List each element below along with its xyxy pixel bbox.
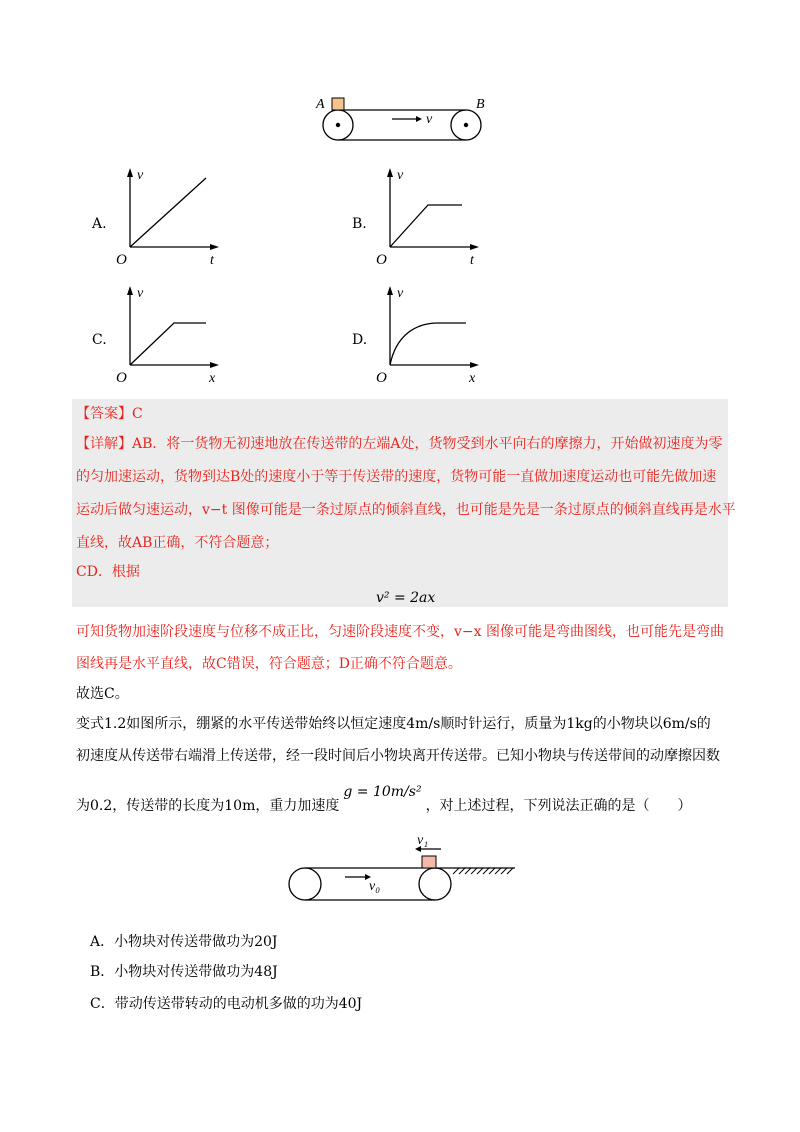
graph-a-v: v xyxy=(137,168,144,183)
graph-c-x: x xyxy=(209,371,216,386)
conveyor-figure-2 xyxy=(283,830,523,910)
question-line-3 xyxy=(76,784,692,816)
detail-line-1: 【详解】AB．将一货物无初速地放在传送带的左端A处，货物受到水平向右的摩擦力，开始做初速度为零 xyxy=(76,436,723,452)
graph-b-line xyxy=(390,205,462,247)
graph-c-origin: O xyxy=(116,370,127,386)
question-line-2: 初速度从传送带右端滑上传送带，经一段时间后小物块离开传送带。已知小物块与传送带间的动摩擦因数 xyxy=(76,748,720,764)
question-line-3-prefix: 为0.2，传送带的长度为10m，重力加速度 xyxy=(76,798,340,814)
detail-line-4: 直线，故AB正确，不符合题意； xyxy=(76,535,279,551)
option-c: C．带动传送带转动的电动机多做的功为40J xyxy=(90,996,363,1012)
detail-line-2: 的匀加速运动，货物到达B处的速度小于等于传送带的速度，货物可能一直做加速度运动也可能先做加速 xyxy=(76,469,717,485)
detail-line-3: 运动后做匀速运动，v−t 图像可能是一条过原点的倾斜直线，也可能是先是一条过原点的倾斜直线再是水平 xyxy=(76,502,736,518)
graph-c xyxy=(112,283,222,388)
small-block xyxy=(422,856,436,868)
graph-a-origin: O xyxy=(116,252,127,268)
option-d-label: D. xyxy=(352,332,368,348)
graph-c-line xyxy=(130,323,206,365)
conclusion: 故选C。 xyxy=(76,686,129,702)
label-a: A xyxy=(316,97,325,112)
graph-a xyxy=(112,165,222,270)
graph-a-t: t xyxy=(210,253,214,268)
question-line-1: 变式1.2如图所示，绷紧的水平传送带始终以恒定速度4m/s顺时针运行，质量为1kg的小物块以6m/s的 xyxy=(76,716,711,732)
graph-d-curve xyxy=(390,323,466,365)
velocity-label: v xyxy=(426,112,433,127)
v1-label: v₁ xyxy=(417,833,429,848)
after-line-2: 图线再是水平直线，故C错误，符合题意；D正确不符合题意。 xyxy=(76,656,462,672)
graph-c-v: v xyxy=(137,286,144,301)
question-line-3-suffix: ，对上述过程，下列说法正确的是（ ） xyxy=(425,798,692,814)
detail-line-5: CD．根据 xyxy=(76,564,140,580)
option-a: A．小物块对传送带做功为20J xyxy=(90,934,278,950)
graph-a-line xyxy=(130,178,206,247)
graph-b-t: t xyxy=(470,253,474,268)
gravity-value: g = 10m/s² xyxy=(343,784,422,800)
graph-d-x: x xyxy=(469,371,476,386)
option-b-label: B. xyxy=(352,216,367,232)
conveyor-figure-1 xyxy=(310,90,500,150)
cargo-block xyxy=(332,98,344,110)
graph-b-v: v xyxy=(397,168,404,183)
graph-d-v: v xyxy=(397,286,404,301)
graph-b xyxy=(372,165,482,270)
option-a-label: A. xyxy=(92,216,107,232)
option-b: B．小物块对传送带做功为48J xyxy=(90,964,278,980)
label-b: B xyxy=(476,97,485,112)
graph-d-origin: O xyxy=(376,370,387,386)
formula: v² = 2ax xyxy=(376,590,436,606)
graph-b-origin: O xyxy=(376,252,387,268)
option-c-label: C. xyxy=(92,332,107,348)
v0-label: v₀ xyxy=(369,879,381,894)
answer-label: 【答案】C xyxy=(76,406,143,422)
after-line-1: 可知货物加速阶段速度与位移不成正比，匀速阶段速度不变，v−x 图像可能是弯曲图线，也可能先是弯曲 xyxy=(76,624,724,640)
graph-d xyxy=(372,283,482,388)
